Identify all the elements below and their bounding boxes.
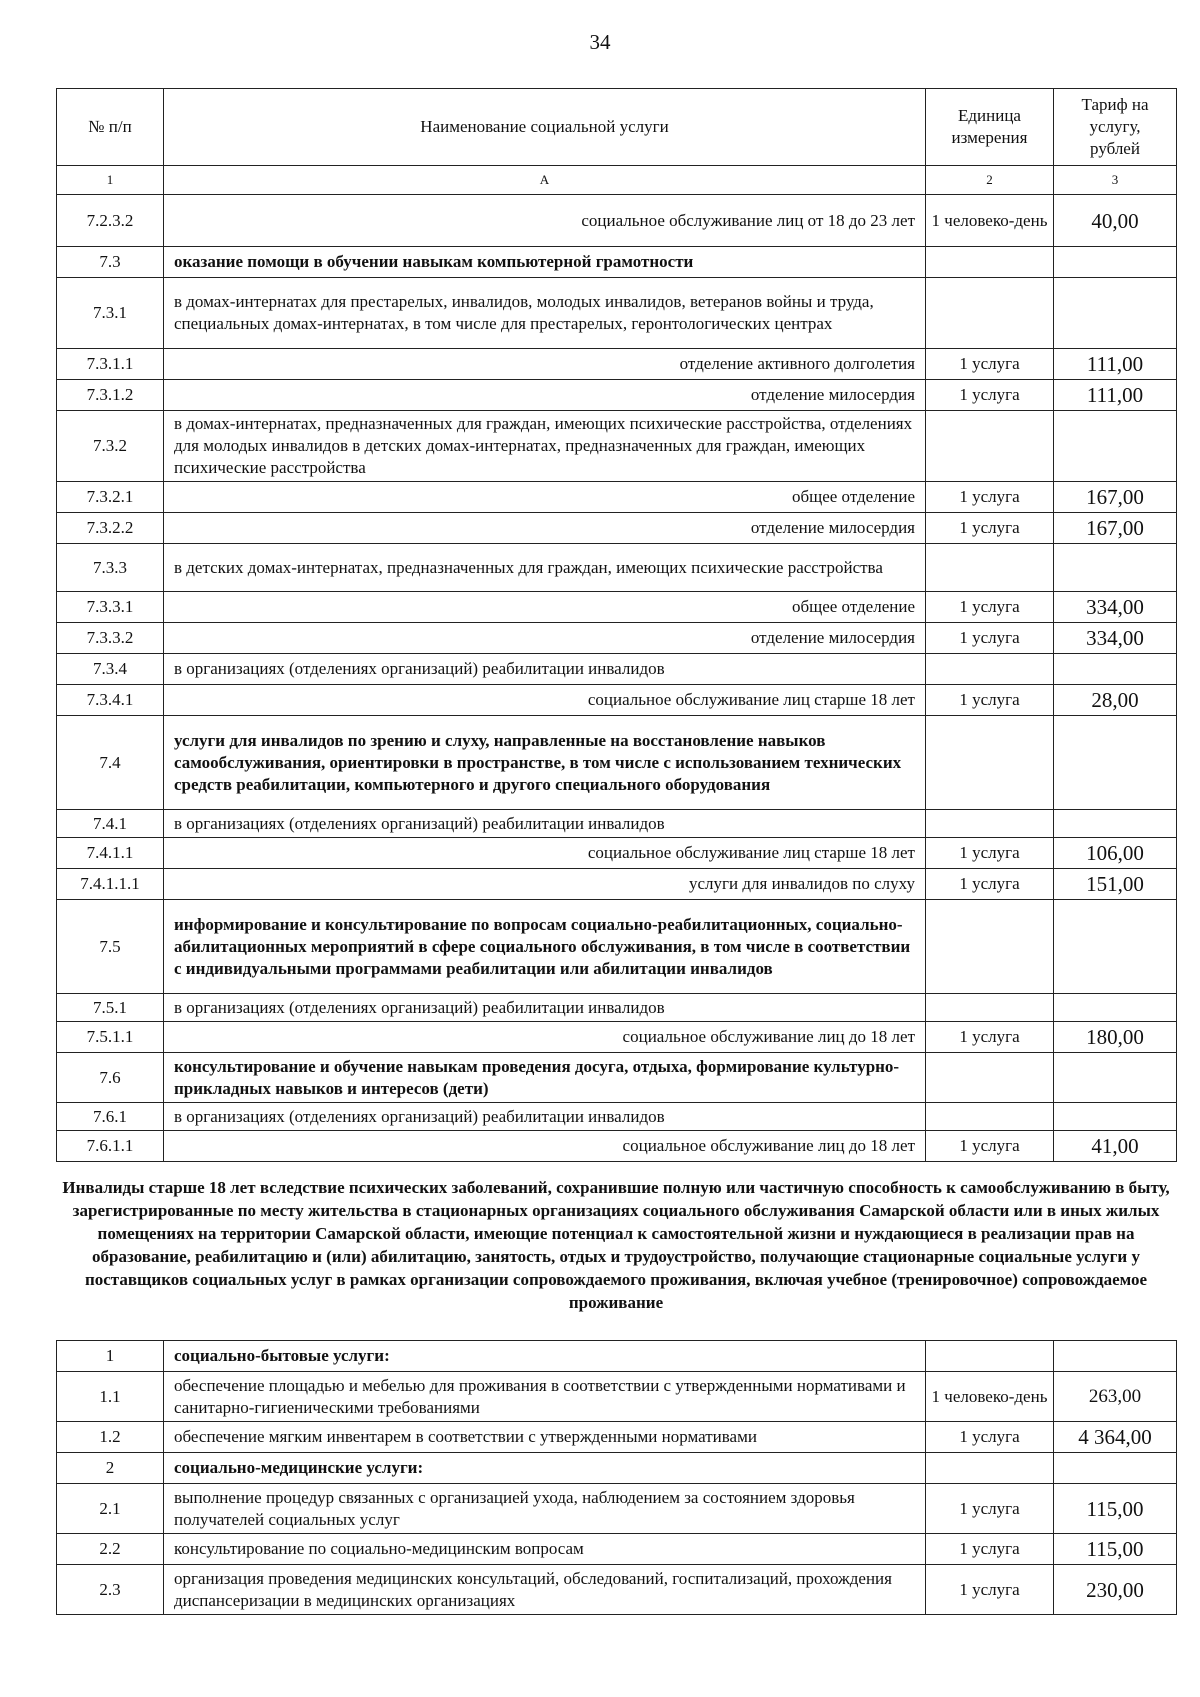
row-number: 2 <box>57 1453 164 1484</box>
row-number: 7.3.2.2 <box>57 513 164 544</box>
service-name: в организациях (отделениях организаций) реабилитации инвалидов <box>164 994 926 1022</box>
table-row <box>57 349 1177 380</box>
service-name: отделение милосердия <box>164 623 926 654</box>
row-number: 7.4.1.1 <box>57 838 164 869</box>
table-row <box>57 195 1177 247</box>
group-heading: Инвалиды старше 18 лет вследствие психических заболеваний, сохранившие полную или частичную способность к самообслуживанию в быту, зарегистрированные по месту жительства в стационарных организациях социального обслуживания Самарской области или в иных жилых помещениях на территории Самарской области, имеющие потенциал к самостоятельной жизни и нуждающиеся в реализации прав на образование, реабилитацию и (или) абилитацию, занятость, отдых и трудоустройство, получающие стационарные социальные услуги у поставщиков социальных услуг в рамках организации сопровождаемого проживания, включая учебное (тренировочное) сопровождаемое проживание <box>62 1178 1170 1312</box>
service-name: в организациях (отделениях организаций) реабилитации инвалидов <box>164 1103 926 1131</box>
unit-of-measure: 1 услуга <box>926 380 1054 411</box>
unit-of-measure <box>926 810 1054 838</box>
tariff-value <box>1054 544 1177 592</box>
service-name: в организациях (отделениях организаций) реабилитации инвалидов <box>164 810 926 838</box>
table-row <box>57 810 1177 838</box>
table-row <box>57 1484 1177 1534</box>
column-header-tariff: Тариф на услугу, рублей <box>1054 89 1177 166</box>
row-number: 1.2 <box>57 1422 164 1453</box>
table-row <box>57 1372 1177 1422</box>
unit-of-measure <box>926 1453 1054 1484</box>
unit-of-measure: 1 услуга <box>926 869 1054 900</box>
column-index-2: 2 <box>926 166 1054 195</box>
tariff-value: 334,00 <box>1054 592 1177 623</box>
row-number: 7.3.3.1 <box>57 592 164 623</box>
row-number: 7.3.1.2 <box>57 380 164 411</box>
tariff-value: 111,00 <box>1054 380 1177 411</box>
tariff-value: 151,00 <box>1054 869 1177 900</box>
unit-of-measure: 1 услуга <box>926 1565 1054 1615</box>
row-number: 7.4.1.1.1 <box>57 869 164 900</box>
row-number: 7.3.4.1 <box>57 685 164 716</box>
table-row <box>57 685 1177 716</box>
tariff-value <box>1054 247 1177 278</box>
row-number: 7.5.1 <box>57 994 164 1022</box>
service-name: социальное обслуживание лиц от 18 до 23 лет <box>164 195 926 247</box>
unit-of-measure: 1 услуга <box>926 685 1054 716</box>
unit-of-measure <box>926 544 1054 592</box>
service-name: социально-медицинские услуги: <box>164 1453 926 1484</box>
service-name: выполнение процедур связанных с организацией ухода, наблюдением за состоянием здоровья получателей социальных услуг <box>164 1484 926 1534</box>
table-row <box>57 592 1177 623</box>
column-header-num: № п/п <box>57 89 164 166</box>
row-number: 7.3.2 <box>57 411 164 482</box>
row-number: 2.2 <box>57 1534 164 1565</box>
tariff-value <box>1054 1103 1177 1131</box>
row-number: 7.3 <box>57 247 164 278</box>
row-number: 7.5.1.1 <box>57 1022 164 1053</box>
table-row <box>57 1022 1177 1053</box>
table-row <box>57 1053 1177 1103</box>
tariff-value <box>1054 994 1177 1022</box>
table-row <box>57 869 1177 900</box>
tariff-value: 111,00 <box>1054 349 1177 380</box>
table-row <box>57 654 1177 685</box>
row-number: 2.1 <box>57 1484 164 1534</box>
table-row <box>57 716 1177 810</box>
tariff-value: 28,00 <box>1054 685 1177 716</box>
tariff-value <box>1054 278 1177 349</box>
service-name: общее отделение <box>164 482 926 513</box>
table-body <box>57 1341 1177 1615</box>
tariff-value: 4 364,00 <box>1054 1422 1177 1453</box>
service-name: общее отделение <box>164 592 926 623</box>
service-name: социальное обслуживание лиц старше 18 лет <box>164 685 926 716</box>
tariff-value: 41,00 <box>1054 1131 1177 1162</box>
tariff-value: 40,00 <box>1054 195 1177 247</box>
service-name: консультирование и обучение навыкам проведения досуга, отдыха, формирование культурно-прикладных навыков и интересов (дети) <box>164 1053 926 1103</box>
service-name: отделение милосердия <box>164 513 926 544</box>
table-row <box>57 1103 1177 1131</box>
row-number: 7.3.1 <box>57 278 164 349</box>
service-name: отделение активного долголетия <box>164 349 926 380</box>
unit-of-measure: 1 услуга <box>926 349 1054 380</box>
column-header-unit: Единица измерения <box>926 89 1054 166</box>
tariff-value: 334,00 <box>1054 623 1177 654</box>
tariff-value: 167,00 <box>1054 482 1177 513</box>
unit-of-measure <box>926 654 1054 685</box>
unit-of-measure <box>926 900 1054 994</box>
tariff-value <box>1054 1053 1177 1103</box>
unit-of-measure <box>926 278 1054 349</box>
row-number: 7.3.3 <box>57 544 164 592</box>
table-row <box>57 838 1177 869</box>
table-row <box>57 482 1177 513</box>
table-row <box>57 247 1177 278</box>
tariff-value: 167,00 <box>1054 513 1177 544</box>
service-name: организация проведения медицинских консультаций, обследований, госпитализаций, прохождения диспансеризации в медицинских организациях <box>164 1565 926 1615</box>
unit-of-measure: 1 услуга <box>926 1131 1054 1162</box>
tariff-value <box>1054 411 1177 482</box>
table-body <box>57 195 1177 1162</box>
unit-of-measure: 1 услуга <box>926 1422 1054 1453</box>
tariff-value: 263,00 <box>1054 1372 1177 1422</box>
service-name: в организациях (отделениях организаций) реабилитации инвалидов <box>164 654 926 685</box>
tariff-value <box>1054 810 1177 838</box>
table-row <box>57 278 1177 349</box>
service-name: в домах-интернатах, предназначенных для граждан, имеющих психические расстройства, отделениях для молодых инвалидов в детских домах-интернатах, предназначенных для граждан, имеющих психические расстройства <box>164 411 926 482</box>
tariff-table-continued <box>56 1340 1177 1615</box>
column-header-name: Наименование социальной услуги <box>164 89 926 166</box>
tariff-table <box>56 88 1177 1162</box>
tariff-value: 230,00 <box>1054 1565 1177 1615</box>
unit-of-measure <box>926 716 1054 810</box>
unit-of-measure: 1 услуга <box>926 1022 1054 1053</box>
table-row <box>57 1453 1177 1484</box>
table-row <box>57 544 1177 592</box>
unit-of-measure: 1 услуга <box>926 623 1054 654</box>
unit-of-measure: 1 человеко-день <box>926 195 1054 247</box>
table-header-row <box>57 89 1177 166</box>
column-index-row <box>57 166 1177 195</box>
service-name: обеспечение мягким инвентарем в соответствии с утвержденными нормативами <box>164 1422 926 1453</box>
unit-of-measure <box>926 1341 1054 1372</box>
service-name: социальное обслуживание лиц до 18 лет <box>164 1022 926 1053</box>
service-name: консультирование по социально-медицинским вопросам <box>164 1534 926 1565</box>
row-number: 1 <box>57 1341 164 1372</box>
tariff-value <box>1054 900 1177 994</box>
table-row <box>57 994 1177 1022</box>
column-index-a: А <box>164 166 926 195</box>
table-row <box>57 1422 1177 1453</box>
table-row <box>57 900 1177 994</box>
row-number: 7.3.4 <box>57 654 164 685</box>
table-row <box>57 411 1177 482</box>
tariff-value: 180,00 <box>1054 1022 1177 1053</box>
tariff-value: 115,00 <box>1054 1534 1177 1565</box>
service-name: услуги для инвалидов по слуху <box>164 869 926 900</box>
service-name: в домах-интернатах для престарелых, инвалидов, молодых инвалидов, ветеранов войны и труда, специальных домах-интернатах, в том числе для престарелых, геронтологических центрах <box>164 278 926 349</box>
tariff-value <box>1054 1341 1177 1372</box>
service-name: оказание помощи в обучении навыкам компьютерной грамотности <box>164 247 926 278</box>
unit-of-measure: 1 услуга <box>926 1534 1054 1565</box>
row-number: 7.3.3.2 <box>57 623 164 654</box>
service-name: социально-бытовые услуги: <box>164 1341 926 1372</box>
unit-of-measure: 1 человеко-день <box>926 1372 1054 1422</box>
row-number: 7.5 <box>57 900 164 994</box>
tariff-value <box>1054 1453 1177 1484</box>
service-name: социальное обслуживание лиц до 18 лет <box>164 1131 926 1162</box>
row-number: 7.2.3.2 <box>57 195 164 247</box>
row-number: 1.1 <box>57 1372 164 1422</box>
service-name: в детских домах-интернатах, предназначенных для граждан, имеющих психические расстройства <box>164 544 926 592</box>
column-index-1: 1 <box>57 166 164 195</box>
service-name: информирование и консультирование по вопросам социально-реабилитационных, социально-абилитационных мероприятий в сфере социального обслуживания, в том числе в соответствии с индивидуальными программами реабилитации или абилитации инвалидов <box>164 900 926 994</box>
table-row <box>57 513 1177 544</box>
tariff-value <box>1054 654 1177 685</box>
column-index-3: 3 <box>1054 166 1177 195</box>
row-number: 7.6.1 <box>57 1103 164 1131</box>
service-name: обеспечение площадью и мебелью для проживания в соответствии с утвержденными нормативами и санитарно-гигиеническими требованиями <box>164 1372 926 1422</box>
row-number: 2.3 <box>57 1565 164 1615</box>
table-row <box>57 1341 1177 1372</box>
unit-of-measure: 1 услуга <box>926 482 1054 513</box>
table-row <box>57 623 1177 654</box>
row-number: 7.6.1.1 <box>57 1131 164 1162</box>
table-row <box>57 1131 1177 1162</box>
page-number: 34 <box>589 30 611 54</box>
row-number: 7.6 <box>57 1053 164 1103</box>
table-row <box>57 380 1177 411</box>
tariff-value: 115,00 <box>1054 1484 1177 1534</box>
unit-of-measure <box>926 411 1054 482</box>
unit-of-measure <box>926 1103 1054 1131</box>
service-name: услуги для инвалидов по зрению и слуху, направленные на восстановление навыков самообслуживания, ориентировки в пространстве, в том числе с использованием технических средств реабилитации, компьютерного и другого специального оборудования <box>164 716 926 810</box>
service-name: отделение милосердия <box>164 380 926 411</box>
unit-of-measure <box>926 247 1054 278</box>
row-number: 7.4.1 <box>57 810 164 838</box>
row-number: 7.4 <box>57 716 164 810</box>
unit-of-measure <box>926 994 1054 1022</box>
row-number: 7.3.2.1 <box>57 482 164 513</box>
table-row <box>57 1565 1177 1615</box>
table-row <box>57 1534 1177 1565</box>
service-name: социальное обслуживание лиц старше 18 лет <box>164 838 926 869</box>
tariff-value <box>1054 716 1177 810</box>
unit-of-measure: 1 услуга <box>926 592 1054 623</box>
unit-of-measure <box>926 1053 1054 1103</box>
unit-of-measure: 1 услуга <box>926 1484 1054 1534</box>
tariff-value: 106,00 <box>1054 838 1177 869</box>
unit-of-measure: 1 услуга <box>926 838 1054 869</box>
unit-of-measure: 1 услуга <box>926 513 1054 544</box>
row-number: 7.3.1.1 <box>57 349 164 380</box>
